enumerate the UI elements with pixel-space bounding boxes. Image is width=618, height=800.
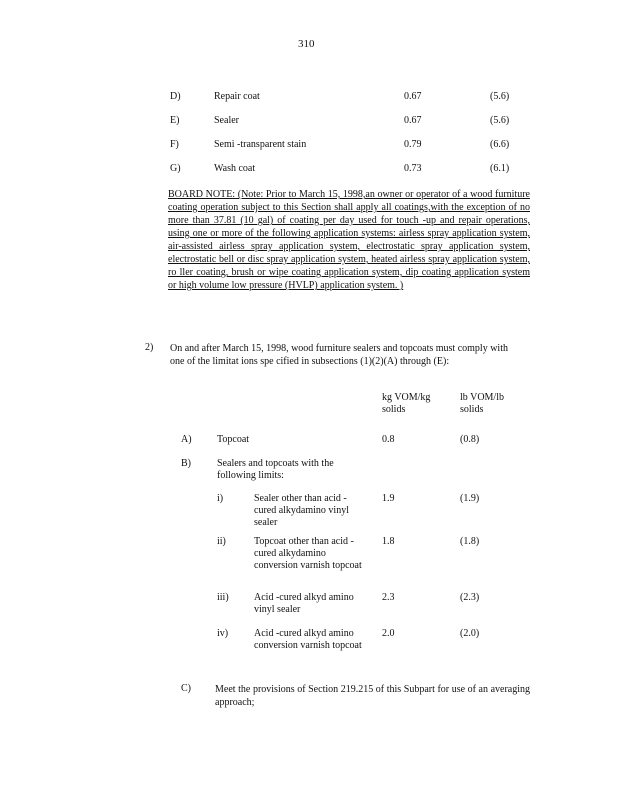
row-lb: (6.6) bbox=[490, 139, 510, 150]
para2-number: 2) bbox=[145, 342, 154, 353]
row-lb: (0.8) bbox=[460, 434, 480, 445]
row-name: Topcoat bbox=[217, 434, 250, 445]
subrow-num: ii) bbox=[217, 536, 226, 547]
subrow-num: iv) bbox=[217, 628, 229, 639]
subrow-kg: 2.0 bbox=[382, 628, 395, 639]
row-letter: F) bbox=[170, 139, 179, 150]
subrow-name: Acid -cured alkyd amino conversion varnish topcoat bbox=[254, 628, 362, 651]
page-number: 310 bbox=[298, 38, 315, 50]
subrow-name: Acid -cured alkyd amino vinyl sealer bbox=[254, 592, 354, 615]
subrow-num: iii) bbox=[217, 592, 229, 603]
board-note-body: (Note: Prior to March 15, 1998,an owner or operator of a wood furniture coating operation subject to this Section shall apply all coatings,with the exception of no more than 37.81 (10 gal) of coating per day used for touch -up and repair operations, using one or more of the following application systems: airless spray application system, air-assisted airless spray application system, electrostatic spray application system, electrostatic bell or disc spray application system, heated airless spray application system, ro ller coating, brush or wipe coating application system, dip coating application system or high volume low pressure (HVLP) application system. ) bbox=[168, 189, 530, 291]
subrow-kg: 2.3 bbox=[382, 592, 395, 603]
board-note bbox=[168, 188, 530, 292]
row-lb: (6.1) bbox=[490, 163, 510, 174]
row-kg: 0.67 bbox=[404, 115, 422, 126]
subrow-name: Sealer other than acid - cured alkydamino vinyl sealer bbox=[254, 493, 349, 528]
subrow-lb: (2.0) bbox=[460, 628, 480, 639]
row-kg: 0.67 bbox=[404, 91, 422, 102]
subrow-lb: (1.8) bbox=[460, 536, 480, 547]
row-letter: A) bbox=[181, 434, 192, 445]
row-name: Wash coat bbox=[214, 163, 256, 174]
row-kg: 0.73 bbox=[404, 163, 422, 174]
header-lb: lb VOM/lb solids bbox=[460, 392, 504, 415]
row-letter: E) bbox=[170, 115, 180, 126]
row-lb: (5.6) bbox=[490, 115, 510, 126]
row-lb: (5.6) bbox=[490, 91, 510, 102]
para2-text: On and after March 15, 1998, wood furniture sealers and topcoats must comply with one of the limitat ions spe cified in subsections (1)(2)(A) through (E): bbox=[170, 343, 508, 367]
header-kg: kg VOM/kg solids bbox=[382, 392, 431, 415]
row-name: Sealers and topcoats with the following limits: bbox=[217, 458, 334, 481]
row-letter: D) bbox=[170, 91, 181, 102]
row-letter: C) bbox=[181, 683, 191, 694]
subrow-kg: 1.9 bbox=[382, 493, 395, 504]
row-name: Repair coat bbox=[214, 91, 260, 102]
board-note-label: BOARD NOTE: bbox=[168, 189, 236, 200]
row-kg: 0.8 bbox=[382, 434, 395, 445]
subrow-lb: (1.9) bbox=[460, 493, 480, 504]
row-name: Semi -transparent stain bbox=[214, 139, 307, 150]
row-c-text: Meet the provisions of Section 219.215 of this Subpart for use of an averaging approach; bbox=[215, 684, 530, 708]
row-letter: B) bbox=[181, 458, 191, 469]
row-name: Sealer bbox=[214, 115, 239, 126]
subrow-name: Topcoat other than acid - cured alkydamino conversion varnish topcoat bbox=[254, 536, 362, 571]
row-kg: 0.79 bbox=[404, 139, 422, 150]
subrow-num: i) bbox=[217, 493, 224, 504]
subrow-lb: (2.3) bbox=[460, 592, 480, 603]
subrow-kg: 1.8 bbox=[382, 536, 395, 547]
row-letter: G) bbox=[170, 163, 181, 174]
